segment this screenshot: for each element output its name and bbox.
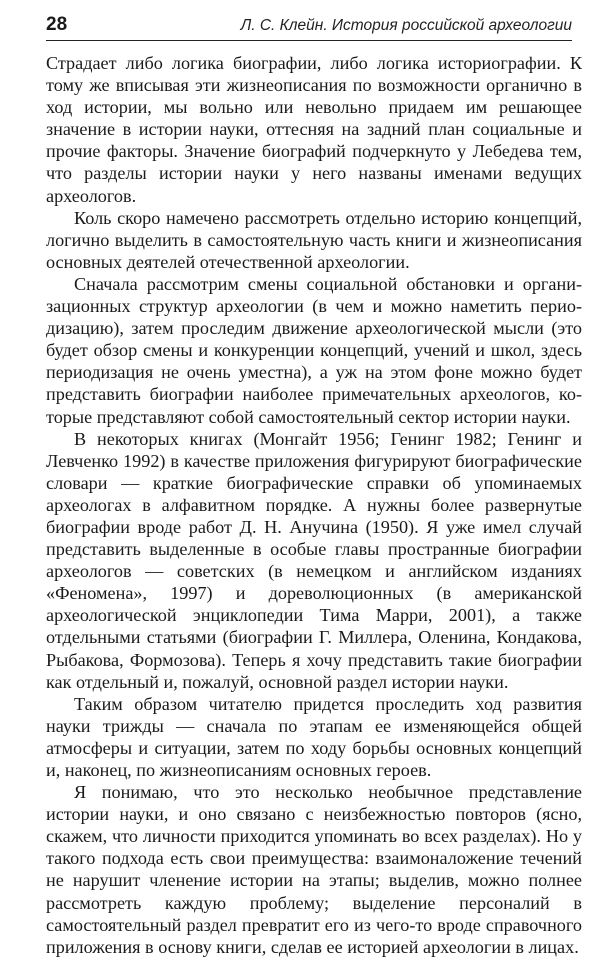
body-text	[46, 52, 582, 958]
page-header	[46, 14, 572, 41]
paragraph: Страдает либо логика биографии, либо логика историографии. К тому же вписывая эти жизнеописания по возможности органично в ход истории, мы вольно или невольно придаем им решающее значение в истории науки, оттесняя на задний план социальные и прочие факторы. Значение биографий подчеркнуто у Лебедева тем, что разделы истории науки у него названы именами ведущих археологов.	[46, 53, 582, 206]
paragraph: Коль скоро намечено рассмотреть отдельно историю концепций, логично выделить в самостоятельную часть книги и жизнеописания основных деятелей отечественной археологии.	[46, 207, 582, 272]
paragraph: Я понимаю, что это несколько необычное представление истории науки, и оно связано с неизбежностью повторов (ясно, скажем, что личности приходится упоминать во всех разделах). Но у такого подхода есть свои преимущества: взаимоналожение течений не нарушит членение истории на этапы; выделив, можно полнее рассмотреть каждую проблему; выделение персоналий в самостоятельный раздел превратит его из чего-то вроде справочного приложения в основу книги, сделав ее историей археологии в лицах.	[46, 782, 582, 957]
page-number: 28	[46, 14, 68, 35]
paragraph: Таким образом читателю придется проследить ход развития науки трижды — сначала по этапам ее изменяющейся общей атмосферы и ситуации, затем по ходу борьбы основных концепций и, наконец, по жизнеописаниям основных героев.	[46, 693, 582, 780]
paragraph: Сначала рассмотрим смены социальной обстановки и организационных структур археологии (в чем и можно наметить периодизацию), затем проследим движение археологической мысли (это будет обзор смены и конкуренции концепций, учений и школ, здесь периодизация не очень уместна), а уж на этом фоне можно будет представить биографии наиболее примечательных археологов, которые представляют собой самостоятельный сектор истории науки.	[46, 273, 582, 427]
paragraph: В некоторых книгах (Монгайт 1956; Генинг 1982; Генинг и Левченко 1992) в качестве приложения фигурируют биографические словари — краткие биографические справки об упоминаемых археологах в алфавитном порядке. А нужны более развернутые биографии вроде работ Д. Н. Анучина (1950). Я уже имел случай представить выделенные в особые главы пространные биографии археологов — советских (в немецком и английском изданиях «Феномена», 1997) и дореволюционных (в американской археологической энциклопедии Тима Марри, 2001), а также отдельными статьями (биографии Г. Миллера, Оленина, Кондакова, Рыбакова, Формозова). Теперь я хочу представить такие биографии как отдельный и, пожалуй, основной раздел истории науки.	[46, 428, 582, 692]
running-title: Л. С. Клейн. История российской археологии	[240, 17, 572, 34]
